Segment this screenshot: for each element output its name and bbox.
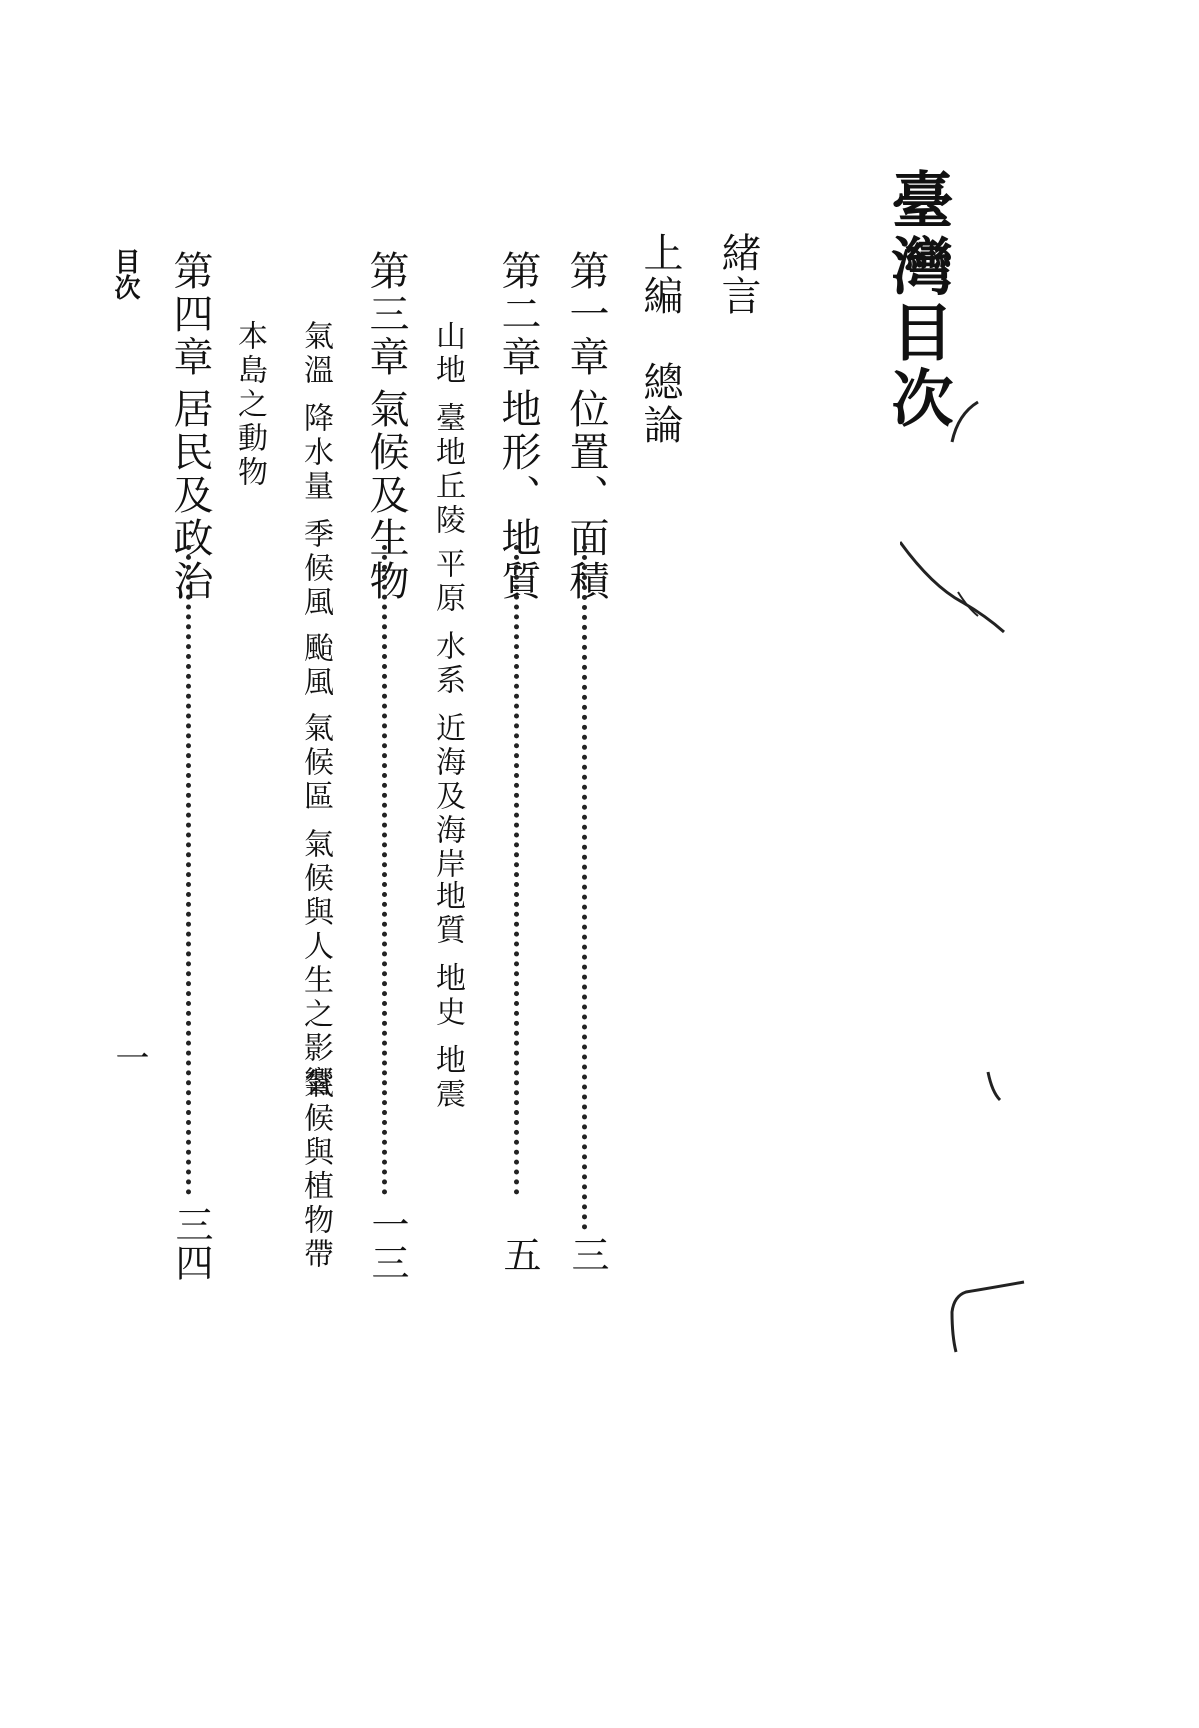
chapter-2-title: 地形、地質 xyxy=(495,388,541,603)
running-head: 目次 xyxy=(110,248,140,300)
topic-precipitation: 降水量 xyxy=(298,402,333,504)
topic-coast: 近海及海岸 xyxy=(430,712,465,882)
chapter-4-title: 居民及政治 xyxy=(167,388,213,603)
topic-geohistory: 地史 xyxy=(430,962,465,1030)
topic-earthquakes: 地震 xyxy=(430,1044,465,1112)
chapter-1-title: 位置、面積 xyxy=(563,388,609,603)
chapter-2-label: 第二章 xyxy=(495,250,541,379)
topic-temperature: 氣溫 xyxy=(298,320,333,388)
topic-fauna: 本島之動物 xyxy=(232,320,267,490)
chapter-4-label: 第四章 xyxy=(167,250,213,379)
scan-artifacts xyxy=(900,380,1040,1380)
topic-climate-vegetation: 氣候與植物帶 xyxy=(298,1068,333,1272)
chapter-3-label: 第三章 xyxy=(363,250,409,379)
page-title: 臺灣目次 xyxy=(881,168,954,432)
topic-typhoon: 颱風 xyxy=(298,632,333,700)
chapter-1-leader-dots xyxy=(582,545,587,1230)
topic-plateaus-hills: 臺地丘陵 xyxy=(430,402,465,538)
chapter-1-page: 三 xyxy=(565,1235,609,1273)
topic-climate-zones: 氣候區 xyxy=(298,712,333,814)
chapter-3-page: 一三 xyxy=(365,1205,409,1281)
chapter-3-leader-dots xyxy=(382,545,387,1195)
topic-geology: 地質 xyxy=(430,880,465,948)
chapter-4-leader-dots xyxy=(186,545,191,1195)
chapter-2-leader-dots xyxy=(514,545,519,1195)
topic-water-system: 水系 xyxy=(430,630,465,698)
chapter-3-title: 氣候及生物 xyxy=(363,388,409,603)
chapter-4-page: 三四 xyxy=(169,1205,213,1281)
topic-plains: 平原 xyxy=(430,548,465,616)
topic-monsoon: 季候風 xyxy=(298,518,333,620)
page-number: 一 xyxy=(109,1040,149,1074)
topic-climate-life: 氣候與人生之影響 xyxy=(298,828,333,1100)
chapter-2-page: 五 xyxy=(497,1235,541,1273)
preface-entry[interactable]: 緒言 xyxy=(715,232,761,318)
part1-heading[interactable]: 上編 總論 xyxy=(637,232,683,447)
topic-mountains: 山地 xyxy=(430,320,465,388)
chapter-1-label: 第一章 xyxy=(563,250,609,379)
